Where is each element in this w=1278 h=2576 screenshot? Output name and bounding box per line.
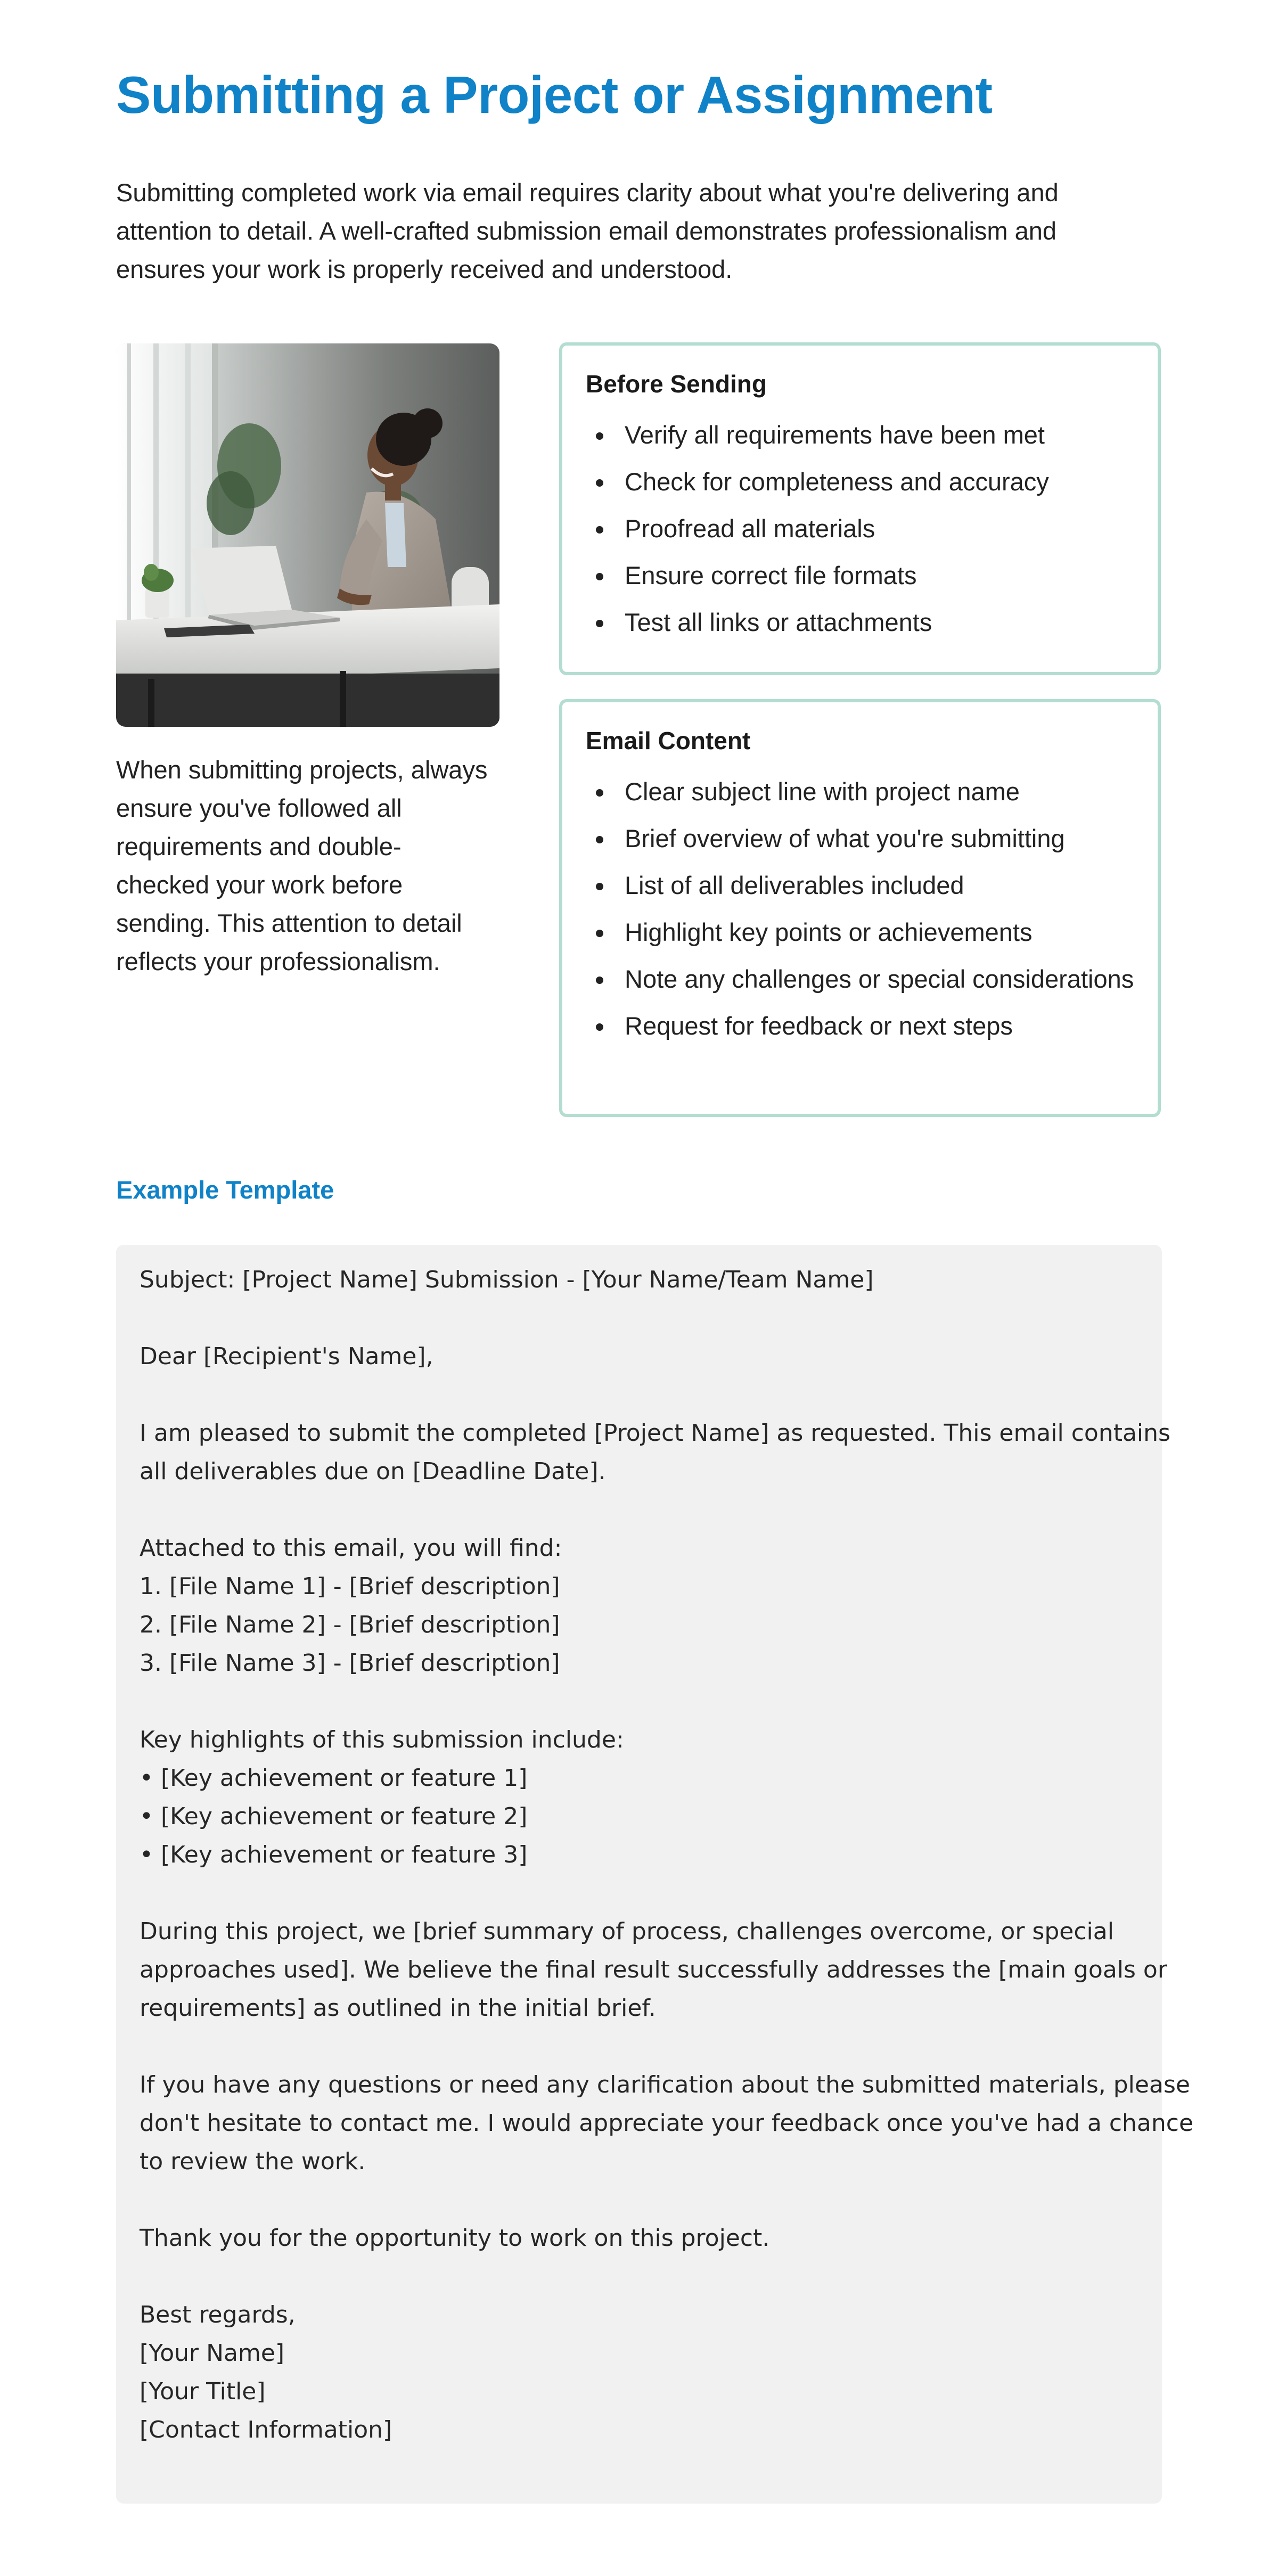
template-line (140, 2028, 1138, 2066)
template-line: 3. [File Name 3] - [Brief description] (140, 1650, 560, 1677)
email-content-list (586, 773, 1134, 1045)
list-item: Verify all requirements have been met (586, 416, 1134, 454)
intro-line: ensures your work is properly received and understood. (116, 255, 733, 283)
intro-line: attention to detail. A well-crafted submission email demonstrates professionalism and (116, 217, 1057, 245)
template-line (140, 2258, 1138, 2296)
woman-working-on-laptop-photo (116, 343, 499, 727)
list-item: List of all deliverables included (586, 866, 1134, 905)
intro-paragraph (116, 174, 1128, 289)
before-sending-card (559, 342, 1161, 675)
email-content-heading: Email Content (586, 727, 751, 754)
caption-line: sending. This attention to detail (116, 909, 462, 937)
caption-line: When submitting projects, always (116, 756, 488, 784)
caption-line: requirements and double- (116, 832, 402, 860)
list-item: Test all links or attachments (586, 603, 1134, 642)
template-line: Thank you for the opportunity to work on this project. (140, 2225, 770, 2252)
before-sending-heading: Before Sending (586, 370, 767, 398)
template-line (140, 1874, 1138, 1913)
template-line: Attached to this email, you will find: (140, 1535, 562, 1562)
template-line: Best regards, (140, 2301, 296, 2328)
template-line: If you have any questions or need any clarification about the submitted materials, please (140, 2071, 1190, 2098)
template-line: [Contact Information] (140, 2416, 392, 2443)
page-title: Submitting a Project or Assignment (116, 65, 993, 124)
template-line: • [Key achievement or feature 2] (140, 1803, 528, 1830)
template-line: • [Key achievement or feature 1] (140, 1765, 528, 1792)
template-line: I am pleased to submit the completed [Project Name] as requested. This email contains (140, 1420, 1170, 1447)
template-line: 2. [File Name 2] - [Brief description] (140, 1611, 560, 1638)
template-line: 1. [File Name 1] - [Brief description] (140, 1573, 560, 1600)
template-line: During this project, we [brief summary of process, challenges overcome, or special (140, 1918, 1114, 1945)
list-item: Brief overview of what you're submitting (586, 819, 1134, 858)
photo-caption (116, 751, 499, 981)
template-line (140, 1491, 1138, 1529)
list-item: Clear subject line with project name (586, 773, 1134, 811)
template-line: [Your Name] (140, 2340, 285, 2367)
list-item: Note any challenges or special considerations (586, 960, 1134, 998)
template-line: all deliverables due on [Deadline Date]. (140, 1458, 606, 1485)
list-item: Highlight key points or achievements (586, 913, 1134, 951)
email-content-card (559, 699, 1161, 1117)
template-line: to review the work. (140, 2148, 366, 2175)
template-line: • [Key achievement or feature 3] (140, 1841, 528, 1868)
list-item: Proofread all materials (586, 510, 1134, 548)
email-template-box (116, 1245, 1194, 2504)
list-item: Ensure correct file formats (586, 556, 1134, 595)
template-line: [Your Title] (140, 2378, 266, 2405)
template-line: Dear [Recipient's Name], (140, 1343, 433, 1370)
caption-line: reflects your professionalism. (116, 947, 440, 975)
template-line (140, 1683, 1138, 1721)
list-item: Check for completeness and accuracy (586, 463, 1134, 501)
intro-line: Submitting completed work via email requires clarity about what you're delivering and (116, 178, 1059, 207)
before-sending-list (586, 416, 1134, 642)
template-line: Subject: [Project Name] Submission - [Your Name/Team Name] (140, 1266, 874, 1293)
template-line: approaches used]. We believe the final result successfully addresses the [main goals or (140, 1956, 1167, 1983)
template-line: don't hesitate to contact me. I would appreciate your feedback once you've had a chance (140, 2110, 1194, 2137)
list-item: Request for feedback or next steps (586, 1007, 1134, 1045)
caption-line: checked your work before (116, 871, 403, 899)
example-template-heading: Example Template (116, 1176, 334, 1204)
template-line: requirements] as outlined in the initial brief. (140, 1995, 656, 2022)
template-line: Key highlights of this submission include: (140, 1726, 624, 1753)
template-line (140, 1376, 1138, 1414)
template-line (140, 1299, 1138, 1338)
caption-line: ensure you've followed all (116, 794, 402, 822)
template-line (140, 2181, 1138, 2219)
